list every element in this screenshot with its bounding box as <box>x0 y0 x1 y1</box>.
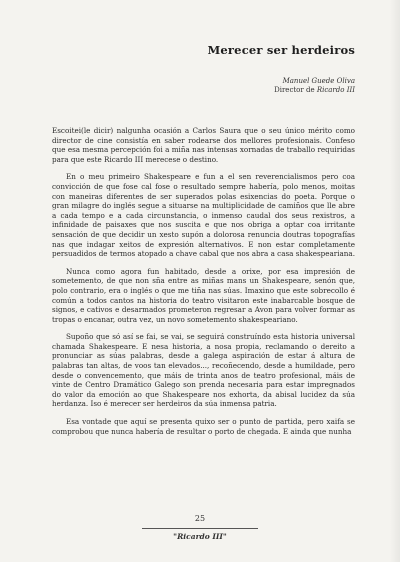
paragraph-4: Supoño que só así se fai, se vai, se seguirá construíndo esta historia universal chamada Shakespeare. E nesa historia, a nosa propia, reclamando o dereito a pronunciar as súas palabras, desde a galega aspiración de estar á altura de palabras tan altas, de voos tan elevados..., recoñecendo, desde a humildade, pero desde o convencemento, que máis de trinta anos de teatro profesional, máis de vinte de Centro Dramático Galego son prenda necesaria para estar impregnados do valor da emoción ao que Shakespeare nos exhorta, da abisal lucidez da súa herdanza. Iso é merecer ser herdeiros da súa inmensa patria. <box>52 332 355 409</box>
running-footer-title: "Ricardo III" <box>173 532 227 541</box>
author-role-text: Director de <box>274 86 317 94</box>
body-text <box>52 126 355 444</box>
footer-divider <box>142 528 258 529</box>
paragraph-3: Nunca como agora fun habitado, desde a orixe, por esa impresión de sometemento, de que non sña entre as miñas mans un Shakespeare, senón que, polo contrario, era o inglés o que me tiña nas súas. Imaxino que este sobrecollo é común a todos cantos na historia do teatro visitaron este inabarcable bosque de signos, e cativos e desarmados prometeron regresar a Avon para volver formar as tropas o encanar, outra vez, un novo sometemento shakespeariano. <box>52 266 355 324</box>
author-name: Manuel Guede Oliva <box>282 77 355 85</box>
page-number: 25 <box>194 514 206 523</box>
paragraph-1: Escoitei(le dicir) nalgunha ocasión a Carlos Saura que o seu único mérito como director de cine consistía en saber rodearse dos mellores profesionais. Confeso que esa mesma percepción foi a miña nas intensas xornadas de traballo requiridas para que este Ricardo III merecese o destino. <box>52 126 355 164</box>
author-role <box>274 86 355 95</box>
paragraph-2: En o meu primeiro Shakespeare e fun a el sen reverencialismos pero coa convicción de que fose cal fose o resultado sempre habería, polo menos, moitas con maneiras diferentes de ser superados polas esixencias do poeta. Porque o gran milagre do inglés segue a situarse na multiplicidade de camiños que lle abre a cada tempo e a cada circunstancia, o inmenso caudal dos seus rexistros, a infinidade de paisaxes que nos suscita e que nos obriga a optar coa irritante sensación de que decidir un xesto supón a dolorosa renuncia doutras topografías nas que indagar xeitos de expresión alternativos. E non estar completamente persuadidos de termos atopado a chave cabal que nos abra a casa shakespeariana. <box>52 172 356 259</box>
paragraph-5: Esa vontade que aquí se presenta quixo ser o punto de partida, pero xaifa se comprobou que nunca habería de resultar o porto de chegada. E ainda que nunha <box>52 417 355 436</box>
page-title: Merecer ser herdeiros <box>207 43 355 57</box>
author-role-work: Ricardo III <box>316 86 355 94</box>
byline <box>274 77 355 95</box>
page-edge-shadow <box>390 0 400 562</box>
